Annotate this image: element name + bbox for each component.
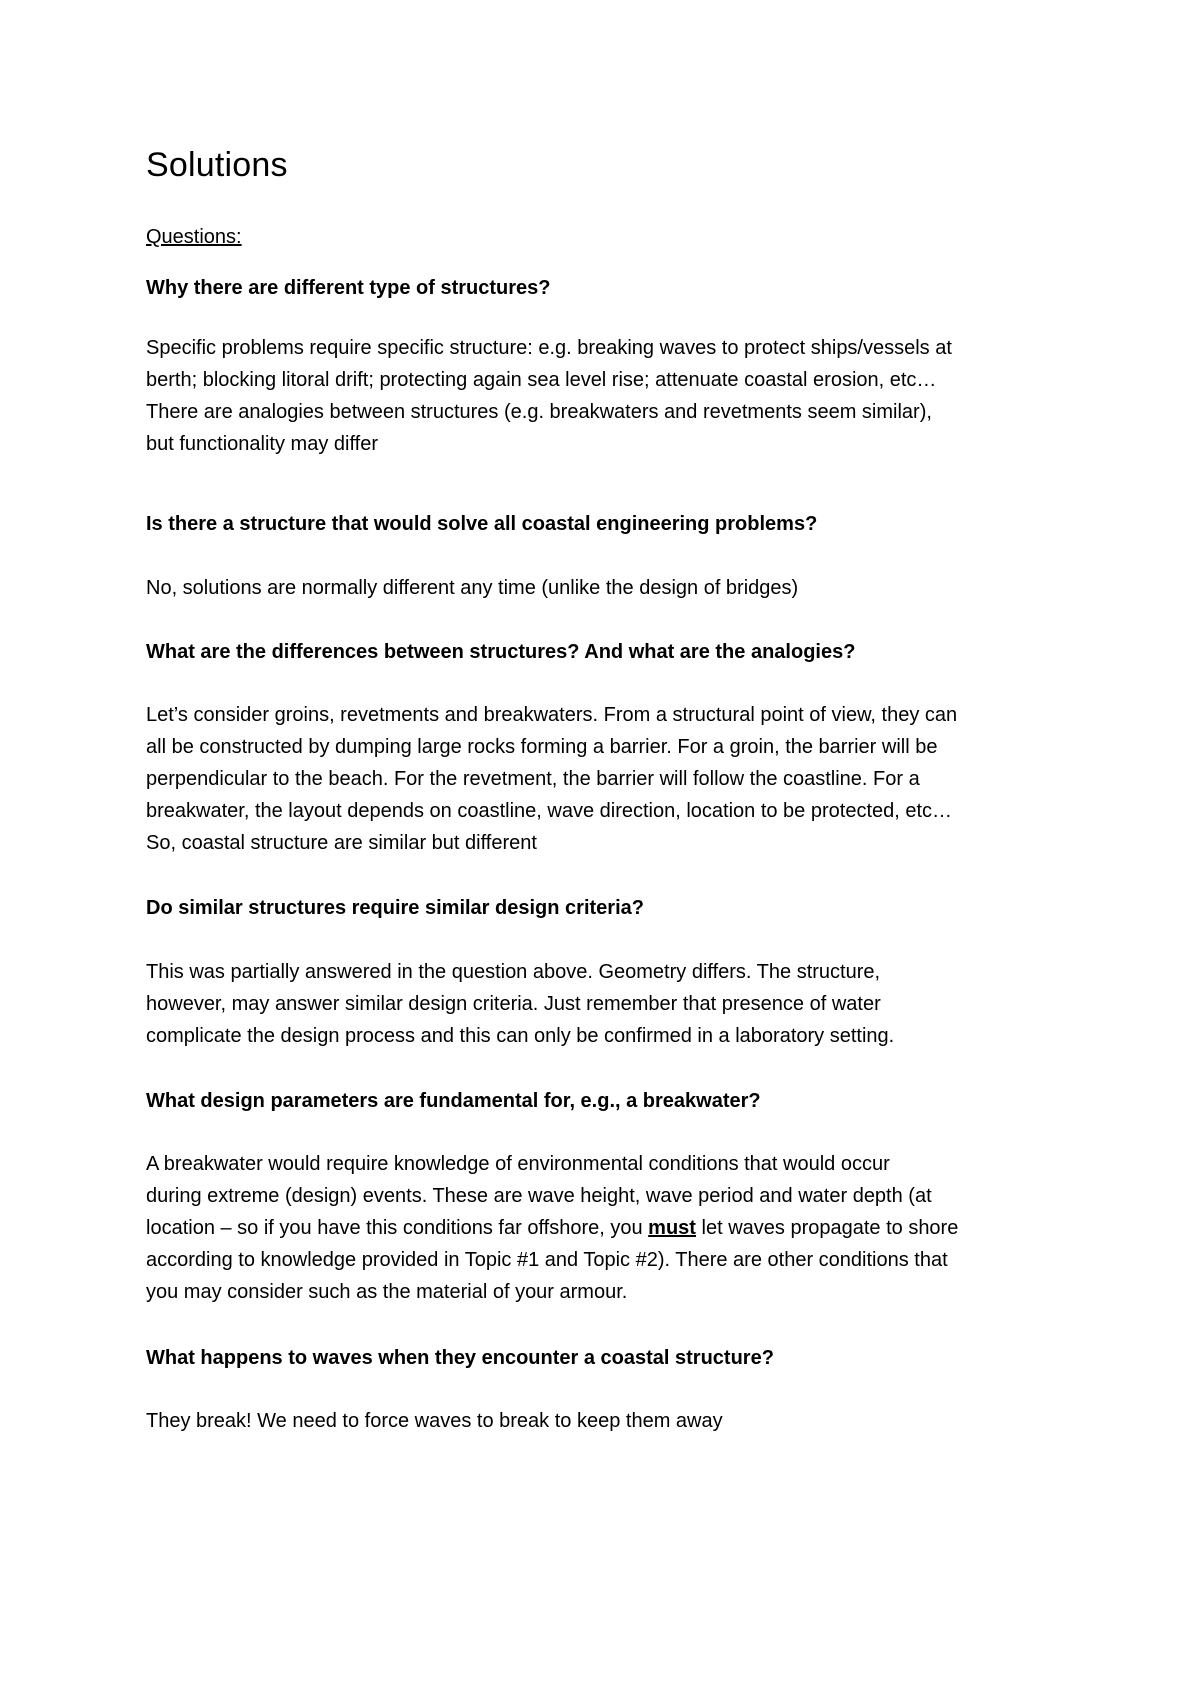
question-5: What design parameters are fundamental for, e.g., a breakwater? <box>146 1090 761 1112</box>
answer-5-line-1: A breakwater would require knowledge of environmental conditions that would occur <box>146 1153 890 1175</box>
answer-5 <box>146 1148 1076 1308</box>
answer-3-line-1: Let’s consider groins, revetments and breakwaters. From a structural point of view, they can <box>146 704 958 726</box>
answer-1-line-2: berth; blocking litoral drift; protecting again sea level rise; attenuate coastal erosion, etc… <box>146 369 937 391</box>
answer-1-line-4: but functionality may differ <box>146 433 378 455</box>
answer-1 <box>146 332 1076 460</box>
answer-4-line-2: however, may answer similar design criteria. Just remember that presence of water <box>146 993 881 1015</box>
page-title: Solutions <box>146 146 288 184</box>
answer-4-line-1: This was partially answered in the question above. Geometry differs. The structure, <box>146 961 881 983</box>
emphasis-must: must <box>648 1217 696 1239</box>
answer-2-line-1: No, solutions are normally different any time (unlike the design of bridges) <box>146 577 799 599</box>
answer-5-line-4: according to knowledge provided in Topic #1 and Topic #2). There are other conditions that <box>146 1249 948 1271</box>
question-4: Do similar structures require similar design criteria? <box>146 897 644 919</box>
questions-label: Questions: <box>146 226 242 248</box>
answer-5-line-2: during extreme (design) events. These are wave height, wave period and water depth (at <box>146 1185 932 1207</box>
answer-2 <box>146 572 1076 604</box>
answer-6-line-1: They break! We need to force waves to break to keep them away <box>146 1410 723 1432</box>
answer-3 <box>146 699 1076 859</box>
answer-6 <box>146 1405 1076 1437</box>
answer-4 <box>146 956 1076 1052</box>
answer-3-line-2: all be constructed by dumping large rocks forming a barrier. For a groin, the barrier will be <box>146 736 938 758</box>
answer-4-line-3: complicate the design process and this can only be confirmed in a laboratory setting. <box>146 1025 895 1047</box>
answer-3-line-5: So, coastal structure are similar but different <box>146 832 537 854</box>
answer-1-line-1: Specific problems require specific structure: e.g. breaking waves to protect ships/vessels at <box>146 337 952 359</box>
answer-1-line-3: There are analogies between structures (e.g. breakwaters and revetments seem similar), <box>146 401 932 423</box>
question-3: What are the differences between structures? And what are the analogies? <box>146 641 856 663</box>
answer-5-line-3-tail: let waves propagate to shore <box>701 1217 959 1239</box>
answer-3-line-4: breakwater, the layout depends on coastline, wave direction, location to be protected, etc… <box>146 800 953 822</box>
answer-5-line-3-start: location – so if you have this conditions far offshore, you <box>146 1217 643 1239</box>
answer-5-line-5: you may consider such as the material of your armour. <box>146 1281 628 1303</box>
question-1: Why there are different type of structures? <box>146 277 551 299</box>
answer-5-line-3 <box>146 1212 1076 1244</box>
question-6: What happens to waves when they encounter a coastal structure? <box>146 1347 774 1369</box>
answer-3-line-3: perpendicular to the beach. For the revetment, the barrier will follow the coastline. For a <box>146 768 920 790</box>
question-2: Is there a structure that would solve all coastal engineering problems? <box>146 513 818 535</box>
